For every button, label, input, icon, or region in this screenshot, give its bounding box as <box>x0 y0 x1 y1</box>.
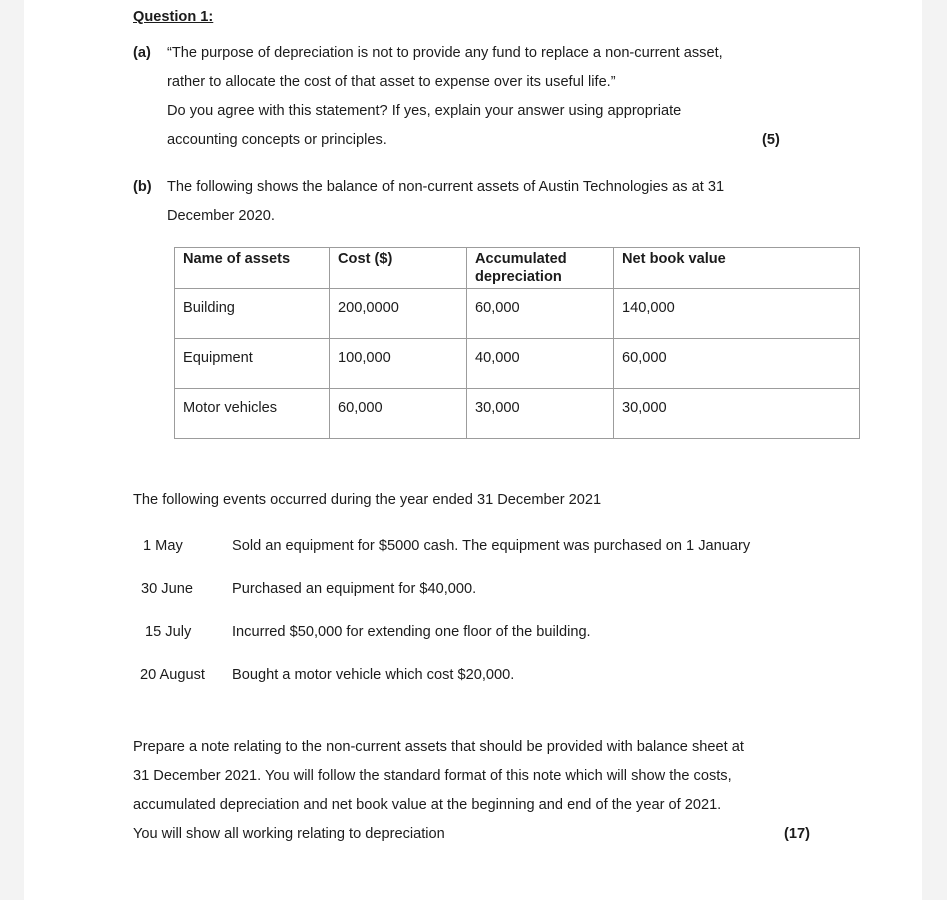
instruction-line: 31 December 2021. You will follow the standard format of this note which will show the costs, <box>133 768 732 784</box>
question-title: Question 1: <box>133 9 214 25</box>
part-a-line: Do you agree with this statement? If yes, explain your answer using appropriate <box>167 103 682 119</box>
document-page <box>24 0 922 900</box>
table-row <box>175 289 860 339</box>
part-a-line: accounting concepts or principles. <box>167 132 387 148</box>
table-cell: Equipment <box>175 339 330 389</box>
instruction-line: You will show all working relating to depreciation <box>133 826 445 842</box>
event-text: Incurred $50,000 for extending one floor of the building. <box>232 624 591 640</box>
part-a-label: (a) <box>133 45 151 61</box>
table-cell: 100,000 <box>330 339 467 389</box>
table-row <box>175 389 860 439</box>
instruction-line: accumulated depreciation and net book value at the beginning and end of the year of 2021. <box>133 797 722 813</box>
table-header-cell: Cost ($) <box>330 248 467 289</box>
event-date: 1 May <box>143 538 183 554</box>
assets-table <box>174 247 860 439</box>
table-cell: 60,000 <box>467 289 614 339</box>
table-cell: 30,000 <box>614 389 860 439</box>
table-header-row <box>175 248 860 289</box>
part-a-line: rather to allocate the cost of that asset to expense over its useful life.” <box>167 74 616 90</box>
event-date: 20 August <box>140 667 205 683</box>
event-date: 15 July <box>145 624 192 640</box>
event-text: Bought a motor vehicle which cost $20,000. <box>232 667 515 683</box>
part-b-label: (b) <box>133 179 152 195</box>
event-text: Purchased an equipment for $40,000. <box>232 581 477 597</box>
part-b-line: December 2020. <box>167 208 275 224</box>
table-header-cell: Name of assets <box>175 248 330 289</box>
table-cell: 40,000 <box>467 339 614 389</box>
part-a-line: “The purpose of depreciation is not to provide any fund to replace a non-current asset, <box>167 45 723 61</box>
instruction-line: Prepare a note relating to the non-current assets that should be provided with balance sheet at <box>133 739 744 755</box>
table-cell: Motor vehicles <box>175 389 330 439</box>
table-cell: 60,000 <box>330 389 467 439</box>
table-cell: 200,0000 <box>330 289 467 339</box>
table-cell: 140,000 <box>614 289 860 339</box>
event-date: 30 June <box>141 581 193 597</box>
final-marks: (17) <box>784 826 810 842</box>
part-a-marks: (5) <box>762 132 780 148</box>
events-intro: The following events occurred during the year ended 31 December 2021 <box>133 492 602 508</box>
event-text: Sold an equipment for $5000 cash. The equipment was purchased on 1 January <box>232 538 751 554</box>
table-header-cell: Net book value <box>614 248 860 289</box>
table-row <box>175 339 860 389</box>
table-cell: Building <box>175 289 330 339</box>
table-cell: 30,000 <box>467 389 614 439</box>
part-b-line: The following shows the balance of non-current assets of Austin Technologies as at 31 <box>167 179 725 195</box>
table-header-cell: Accumulated depreciation <box>467 248 614 289</box>
table-cell: 60,000 <box>614 339 860 389</box>
